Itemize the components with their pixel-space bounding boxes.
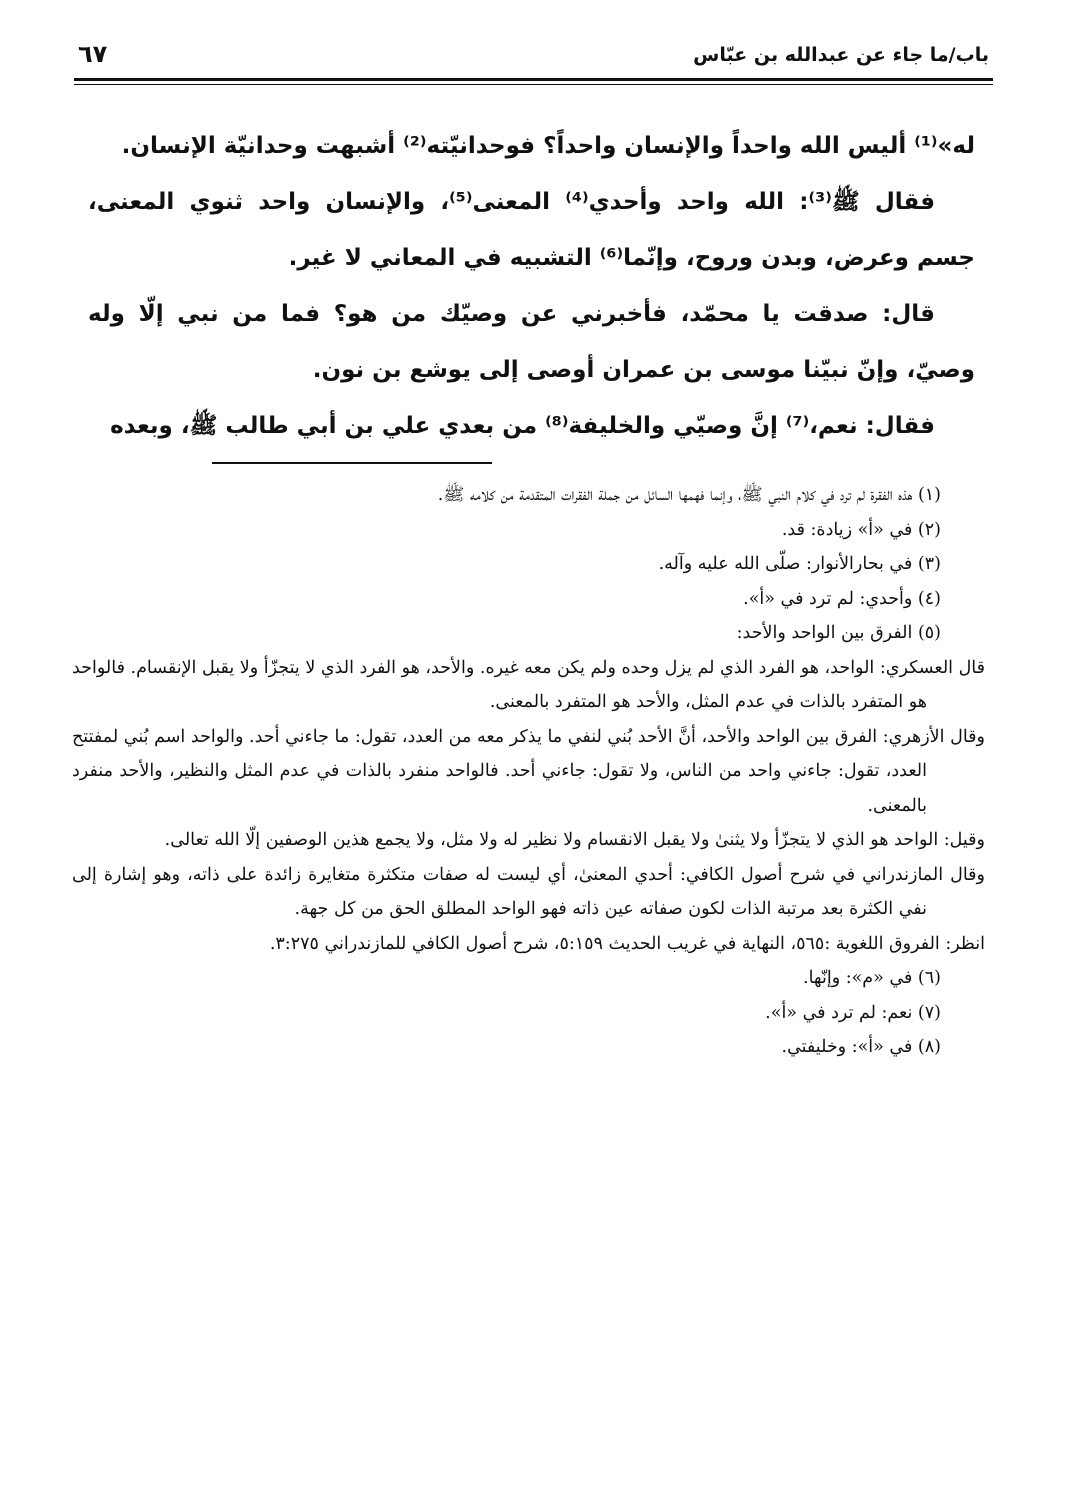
footnote-2: (٢) في «أ» زيادة: قد. <box>781 519 941 540</box>
main-paragraph: قال: صدقت يا محمّد، فأخبرني عن وصيّك من هو؟ فما من نبي إلّا وله وصيّ، وإنّ نبيّنا موسى بن عمران أوصى إلى يوشع بن نون. <box>88 301 975 383</box>
footnote-1: (١) هذه الفقرة لم ترد في كلام النبي ﷺ، وإنما فهمها السائل من جملة الفقرات المتقدمة من كلامه ﷺ. <box>437 485 941 505</box>
footnote-7: (٧) نعم: لم ترد في «أ». <box>765 1002 941 1023</box>
main-text <box>88 118 975 454</box>
footnote-8: (٨) في «أ»: وخليفتي. <box>781 1037 941 1057</box>
footnote-5-askari: قال العسكري: الواحد، هو الفرد الذي لم يزل وحده ولم يكن معه غيره. والأحد، هو الفرد الذي لا يتجزّأ ولا يقبل الإنقسام. فالواحد هو المتفرد بالذات في عدم المثل، والأحد هو المتفرد بالمعنى. <box>72 657 985 712</box>
header-rule <box>74 78 993 85</box>
footnote-3: (٣) في بحارالأنوار: صلّى الله عليه وآله. <box>658 554 941 574</box>
page-header <box>78 38 989 78</box>
footnote-5-references: انظر: الفروق اللغوية :٥٦٥، النهاية في غريب الحديث ٥:١٥٩، شرح أصول الكافي للمازندراني ٣:٢٧٥. <box>269 933 985 954</box>
running-head: باب/ما جاء عن عبدالله بن عبّاس <box>693 44 989 66</box>
footnote-4: (٤) وأحدي: لم ترد في «أ». <box>743 588 941 609</box>
footnote-5: (٥) الفرق بين الواحد والأحد: <box>736 623 941 643</box>
main-paragraph: فقال ﷺ⁽³⁾: الله واحد وأحدي⁽⁴⁾ المعنى⁽⁵⁾، والإنسان واحد ثنوي المعنى، جسم وعرض، وبدن وروح، وإنّما⁽⁶⁾ التشبيه في المعاني لا غير. <box>88 189 975 271</box>
main-paragraph: له»⁽¹⁾ أليس الله واحداً والإنسان واحداً؟ فوحدانيّته⁽²⁾ أشبهت وحدانيّة الإنسان. <box>121 133 975 159</box>
page-number: ٦٧ <box>78 40 108 68</box>
footnote-separator <box>212 462 492 464</box>
footnote-5-qil: وقيل: الواحد هو الذي لا يتجزّأ ولا يثنىٰ ولا يقبل الانقسام ولا نظير له ولا مثل، ولا يجمع هذين الوصفين إلّا الله تعالى. <box>164 830 985 850</box>
footnote-5-mazandarani: وقال المازندراني في شرح أصول الكافي: أحدي المعنىٰ، أي ليست له صفات متكثرة متغايرة زائدة على ذاته، وهو إشارة إلى نفي الكثرة بعد مرتبة الذات لكون صفاته عين ذاته فهو الواحد المطلق الحق من كل جهة. <box>72 864 985 919</box>
main-paragraph: فقال: نعم،⁽⁷⁾ إنَّ وصيّي والخليفة⁽⁸⁾ من بعدي علي بن أبي طالب ﷺ، وبعده <box>110 413 935 439</box>
footnote-6: (٦) في «م»: وإنّها. <box>803 968 941 988</box>
footnotes <box>72 478 985 1065</box>
footnote-5-azhari: وقال الأزهري: الفرق بين الواحد والأحد، أنَّ الأحد بُني لنفي ما يذكر معه من العدد، تقول: ما جاءني أحد. والواحد اسم بُني لمفتتح العدد، تقول: جاءني واحد من الناس، ولا تقول: جاءني أحد. فالواحد منفرد بالذات في عدم المثل والنظير، والأحد منفرد بالمعنى. <box>72 726 985 816</box>
